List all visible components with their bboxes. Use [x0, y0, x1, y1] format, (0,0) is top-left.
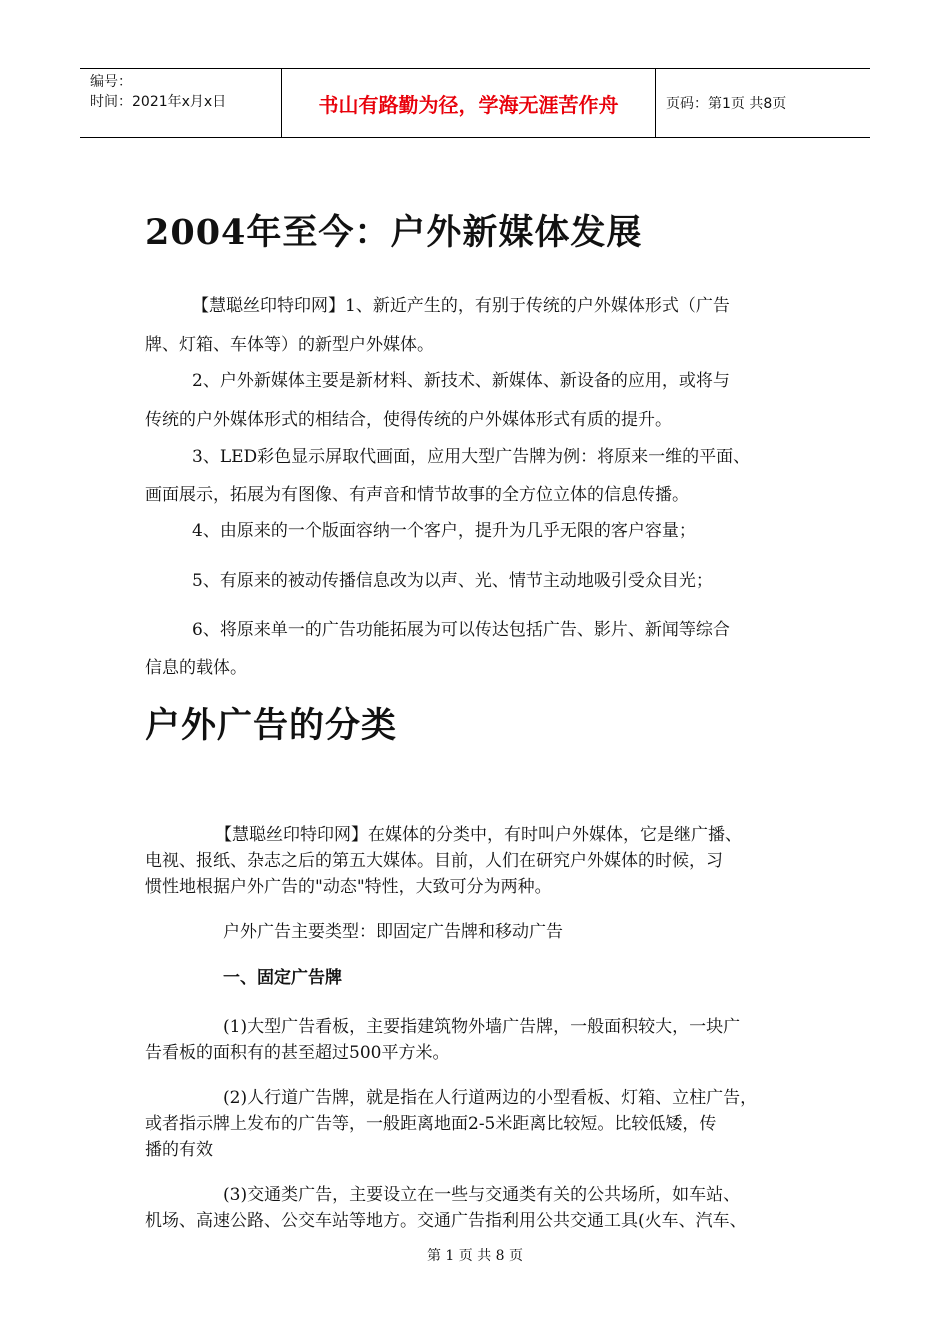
paragraph-line: 惯性地根据户外广告的"动态"特性，大致可分为两种。	[145, 877, 552, 897]
paragraph-line: 机场、高速公路、公交车站等地方。交通广告指利用公共交通工具(火车、汽车、	[145, 1211, 747, 1231]
paragraph-line: 播的有效	[145, 1140, 213, 1160]
paragraph-line: 画面展示，拓展为有图像、有声音和情节故事的全方位立体的信息传播。	[145, 485, 689, 505]
paragraph-line: 户外广告主要类型：即固定广告牌和移动广告	[223, 922, 563, 942]
paragraph-line: 牌、灯箱、车体等）的新型户外媒体。	[145, 335, 434, 355]
paragraph-line: 3、LED彩色显示屏取代画面，应用大型广告牌为例：将原来一维的平面、	[192, 447, 751, 467]
number-label: 编号：	[90, 74, 132, 90]
paragraph-line: 4、由原来的一个版面容纳一个客户，提升为几乎无限的客户容量；	[192, 521, 696, 541]
paragraph-line: 6、将原来单一的广告功能拓展为可以传达包括广告、影片、新闻等综合	[192, 620, 730, 640]
paragraph-line: (3)交通类广告，主要设立在一些与交通类有关的公共场所，如车站、	[223, 1185, 741, 1205]
header-motto: 书山有路勤为径，学海无涯苦作舟	[281, 69, 656, 137]
paragraph-line: 2、户外新媒体主要是新材料、新技术、新媒体、新设备的应用，或将与	[192, 371, 730, 391]
page-footer: 第 1 页 共 8 页	[426, 1248, 524, 1264]
paragraph-line: 【慧聪丝印特印网】1、新近产生的，有别于传统的户外媒体形式（广告	[192, 296, 730, 316]
time-label: 时间：2021年x月x日	[90, 94, 227, 110]
document-header	[80, 68, 870, 138]
section-title: 2004年至今：户外新媒体发展	[145, 212, 643, 253]
paragraph-line: (1)大型广告看板，主要指建筑物外墙广告牌，一般面积较大，一块广	[223, 1017, 741, 1037]
subheading: 一、固定广告牌	[223, 968, 342, 988]
paragraph-line: 电视、报纸、杂志之后的第五大媒体。目前，人们在研究户外媒体的时候，习	[145, 851, 723, 871]
paragraph-line: (2)人行道广告牌，就是指在人行道两边的小型看板、灯箱、立柱广告，	[223, 1088, 758, 1108]
header-meta	[80, 69, 281, 137]
section-title: 户外广告的分类	[145, 705, 398, 746]
paragraph-line: 或者指示牌上发布的广告等，一般距离地面2-5米距离比较短。比较低矮，传	[145, 1114, 717, 1134]
paragraph-line: 【慧聪丝印特印网】在媒体的分类中，有时叫户外媒体，它是继广播、	[215, 825, 742, 845]
paragraph-line: 5、有原来的被动传播信息改为以声、光、情节主动地吸引受众目光；	[192, 571, 713, 591]
header-page-info: 页码：第1页 共8页	[666, 96, 787, 112]
paragraph-line: 信息的载体。	[145, 658, 247, 678]
paragraph-line: 传统的户外媒体形式的相结合，使得传统的户外媒体形式有质的提升。	[145, 410, 672, 430]
paragraph-line: 告看板的面积有的甚至超过500平方米。	[145, 1043, 450, 1063]
